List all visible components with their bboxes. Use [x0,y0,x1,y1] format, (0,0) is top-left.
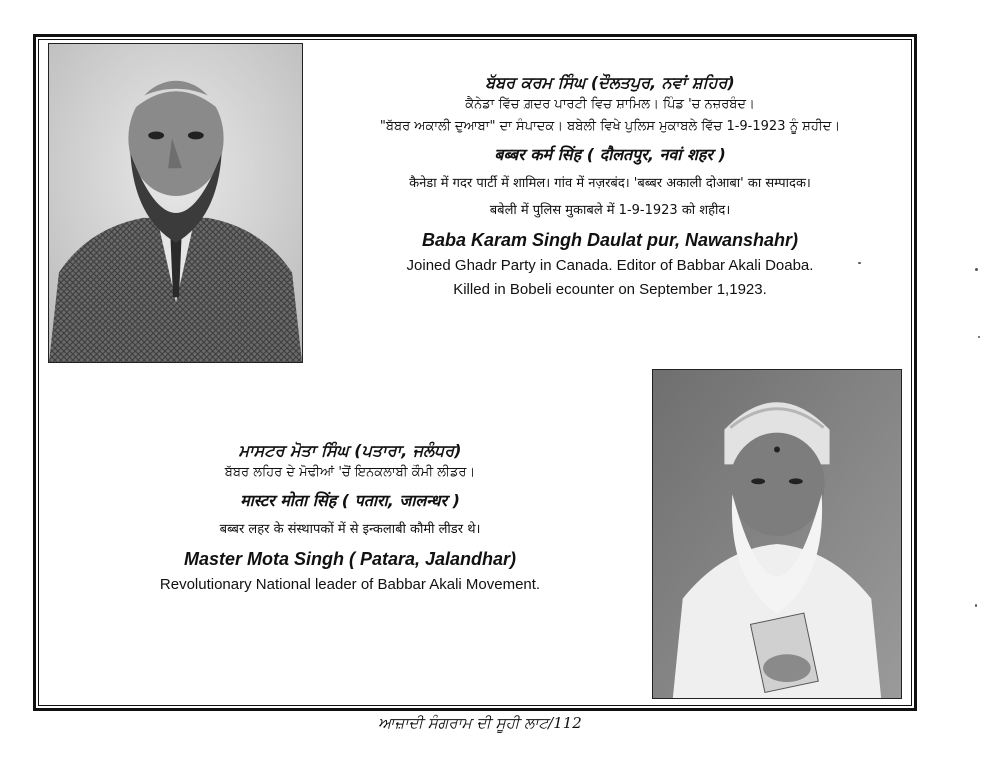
english-title: Baba Karam Singh Daulat pur, Nawanshahr) [421,230,799,250]
scan-speck [978,336,980,338]
portrait-karam-singh [48,43,303,363]
punjabi-line: "ਬੱਬਰ ਅਕਾਲੀ ਦੁਆਬਾ" ਦਾ ਸੰਪਾਦਕ। ਬਬੇਲੀ ਵਿਖੇ ਪੁਲਿਸ ਮੁਕਾਬਲੇ ਵਿੱਚ 1-9-1923 ਨੂੰ ਸ਼ਹੀਦ। [379,119,841,134]
punjabi-line: ਬੱਬਰ ਲਹਿਰ ਦੇ ਮੋਢੀਆਂ 'ਚੋਂ ਇਨਕਲਾਬੀ ਕੌਮੀ ਲੀਡਰ। [224,465,476,480]
entry-mota-singh [100,440,600,597]
hindi-line: कैनेडा में गदर पार्टी में शामिल। गांव में नज़रबंद। 'बब्बर अकाली दोआबा' का सम्पादक। [409,176,811,191]
english-line: Revolutionary National leader of Babbar Akali Movement. [159,576,541,593]
hindi-title: बब्बर कर्म सिंह ( दौलतपुर, नवां शहर ) [494,145,726,164]
english-line: Joined Ghadr Party in Canada. Editor of Babbar Akali Doaba. [406,257,814,274]
punjabi-title: ਬੱਬਰ ਕਰਮ ਸਿੰਘ (ਦੌਲਤਪੁਰ, ਨਵਾਂ ਸ਼ਹਿਰ) [485,73,735,92]
english-title: Master Mota Singh ( Patara, Jalandhar) [183,549,517,569]
entry-karam-singh [320,72,900,302]
english-line: Killed in Bobeli ecounter on September 1,1923. [453,281,767,298]
punjabi-line: ਕੈਨੇਡਾ ਵਿੱਚ ਗ਼ਦਰ ਪਾਰਟੀ ਵਿਚ ਸ਼ਾਮਿਲ। ਪਿੰਡ 'ਚ ਨਜ਼ਰਬੰਦ। [465,97,755,112]
scan-speck [975,268,978,271]
scan-speck [975,604,977,607]
page-footer: ਆਜ਼ਾਦੀ ਸੰਗਰਾਮ ਦੀ ਸੂਹੀ ਲਾਟ/112 [378,714,582,732]
portrait-mota-singh [652,369,902,699]
hindi-line: बब्बर लहर के संस्थापकों में से इन्कलाबी कौमी लीडर थे। [219,522,481,537]
scan-speck [858,262,861,264]
punjabi-title: ਮਾਸਟਰ ਮੋਤਾ ਸਿੰਘ (ਪਤਾਰਾ, ਜਲੰਧਰ) [238,441,462,460]
hindi-title: मास्टर मोता सिंह ( पतारा, जालन्धर ) [240,491,460,510]
hindi-line: बबेली में पुलिस मुकाबले में 1-9-1923 को शहीद। [489,203,731,218]
